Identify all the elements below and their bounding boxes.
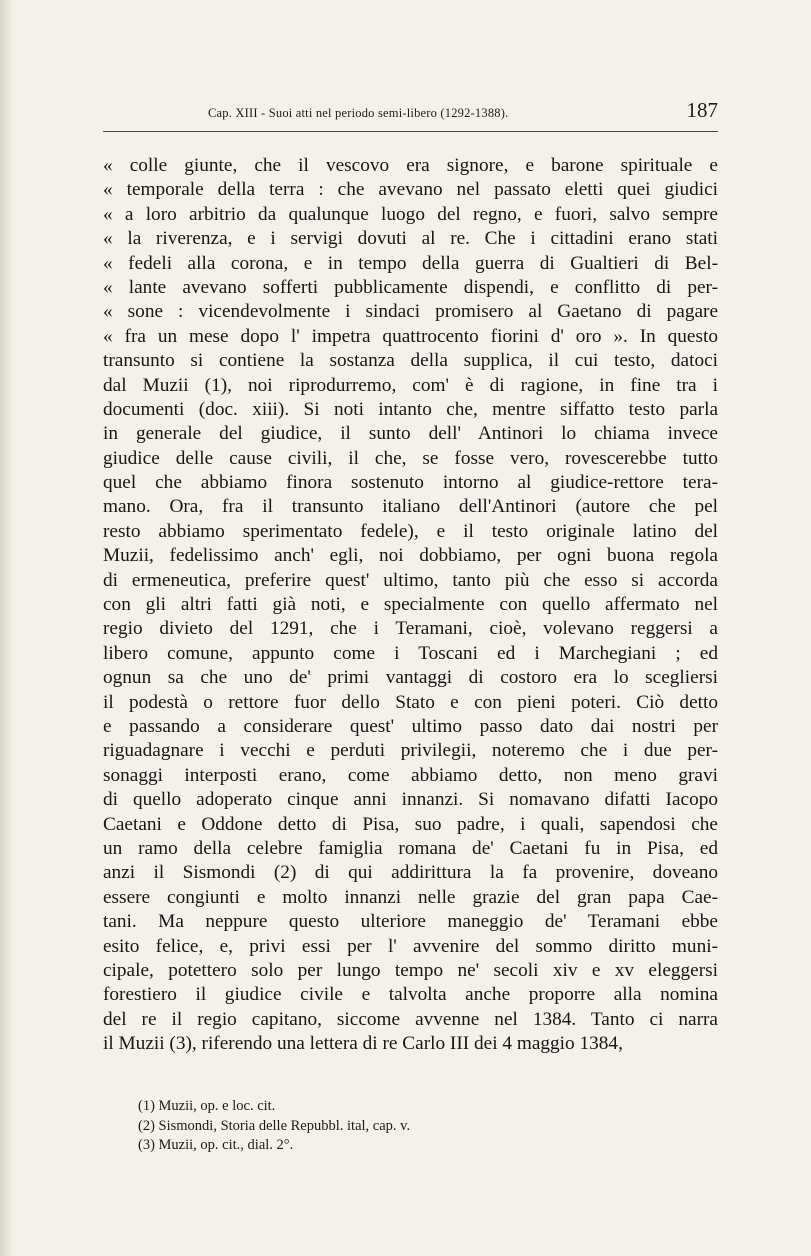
- body-line: essere congiunti e molto innanzi nelle grazie del gran papa Cae-: [103, 886, 718, 908]
- body-line: un ramo della celebre famiglia romana de' Caetani fu in Pisa, ed: [103, 837, 718, 859]
- body-line: sonaggi interposti erano, come abbiamo detto, non meno gravi: [103, 764, 718, 786]
- running-head: Cap. XIII - Suoi atti nel periodo semi-libero (1292-1388).: [208, 106, 509, 120]
- body-line: tani. Ma neppure questo ulteriore maneggio de' Teramani ebbe: [103, 911, 718, 933]
- body-line: di quello adoperato cinque anni innanzi. Si nomavano difatti Iacopo: [103, 789, 718, 811]
- body-line: « la riverenza, e i servigi dovuti al re. Che i cittadini erano stati: [103, 228, 718, 250]
- body-line: « fra un mese dopo l' impetra quattrocento fiorini d' oro ». In questo: [103, 325, 718, 347]
- body-line: cipale, potettero solo per lungo tempo ne' secoli xiv e xv eleggersi: [103, 959, 718, 981]
- body-line: del re il regio capitano, siccome avvenne nel 1384. Tanto ci narra: [103, 1008, 718, 1030]
- body-line: ognun sa che uno de' primi vantaggi di costoro era lo scegliersi: [103, 667, 718, 689]
- page-number: 187: [686, 98, 718, 122]
- body-line: esito felice, e, privi essi per l' avvenire del sommo diritto muni-: [103, 935, 718, 957]
- body-line: di ermeneutica, preferire quest' ultimo, tanto più che esso si accorda: [103, 569, 718, 591]
- footnotes: [138, 1097, 638, 1156]
- header-rule: [103, 131, 718, 132]
- body-line: giudice delle cause civili, il che, se fosse vero, rovescerebbe tutto: [103, 447, 718, 469]
- body-line: in generale del giudice, il sunto dell' Antinori lo chiama invece: [103, 423, 718, 445]
- body-line: « lante avevano sofferti pubblicamente dispendi, e conflitto di per-: [103, 276, 718, 298]
- body-line: con gli altri fatti già noti, e specialmente con quello affermato nel: [103, 594, 718, 616]
- body-line: dal Muzii (1), noi riprodurremo, com' è di ragione, in fine tra i: [103, 374, 718, 396]
- body-line: transunto si contiene la sostanza della supplica, il cui testo, datoci: [103, 350, 718, 372]
- body-line: Muzii, fedelissimo anch' egli, noi dobbiamo, per ogni buona regola: [103, 545, 718, 567]
- body-line: il podestà o rettore fuor dello Stato e con pieni poteri. Ciò detto: [103, 691, 718, 713]
- body-line: quel che abbiamo finora sostenuto intorno al giudice-rettore tera-: [103, 472, 718, 494]
- body-line: documenti (doc. xiii). Si noti intanto che, mentre siffatto testo parla: [103, 398, 718, 420]
- body-line: libero comune, appunto come i Toscani ed i Marchegiani ; ed: [103, 642, 718, 664]
- body-line: il Muzii (3), riferendo una lettera di re Carlo III dei 4 maggio 1384,: [103, 1033, 623, 1055]
- body-line: forestiero il giudice civile e talvolta anche proporre alla nomina: [103, 984, 718, 1006]
- page-gutter-shadow: [0, 0, 14, 1256]
- page-header: [103, 96, 718, 130]
- body-line: « colle giunte, che il vescovo era signore, e barone spirituale e: [103, 155, 718, 176]
- body-line: « sone : vicendevolmente i sindaci promisero al Gaetano di pagare: [103, 301, 718, 323]
- body-line: mano. Ora, fra il transunto italiano dell'Antinori (autore che pel: [103, 496, 718, 518]
- footnote: (1) Muzii, op. e loc. cit.: [138, 1098, 276, 1114]
- body-line: resto abbiamo sperimentato fedele), e il testo originale latino del: [103, 520, 718, 542]
- body-line: « temporale della terra : che avevano nel passato eletti quei giudici: [103, 179, 718, 201]
- body-line: e passando a considerare quest' ultimo passo dato dai nostri per: [103, 715, 718, 737]
- footnote: (3) Muzii, op. cit., dial. 2°.: [138, 1137, 294, 1153]
- body-line: regio divieto del 1291, che i Teramani, cioè, volevano reggersi a: [103, 618, 718, 640]
- footnote: (2) Sismondi, Storia delle Repubbl. ital, cap. v.: [138, 1117, 411, 1134]
- body-text: [103, 154, 718, 1056]
- body-line: riguadagnare i vecchi e perduti privilegii, noteremo che i due per-: [103, 740, 718, 762]
- body-line: « a loro arbitrio da qualunque luogo del regno, e fuori, salvo sempre: [103, 203, 718, 225]
- body-line: « fedeli alla corona, e in tempo della guerra di Gualtieri di Bel-: [103, 252, 718, 274]
- body-line: Caetani e Oddone detto di Pisa, suo padre, i quali, sapendosi che: [103, 813, 718, 835]
- body-line: anzi il Sismondi (2) di qui addirittura la fa provenire, doveano: [103, 862, 718, 884]
